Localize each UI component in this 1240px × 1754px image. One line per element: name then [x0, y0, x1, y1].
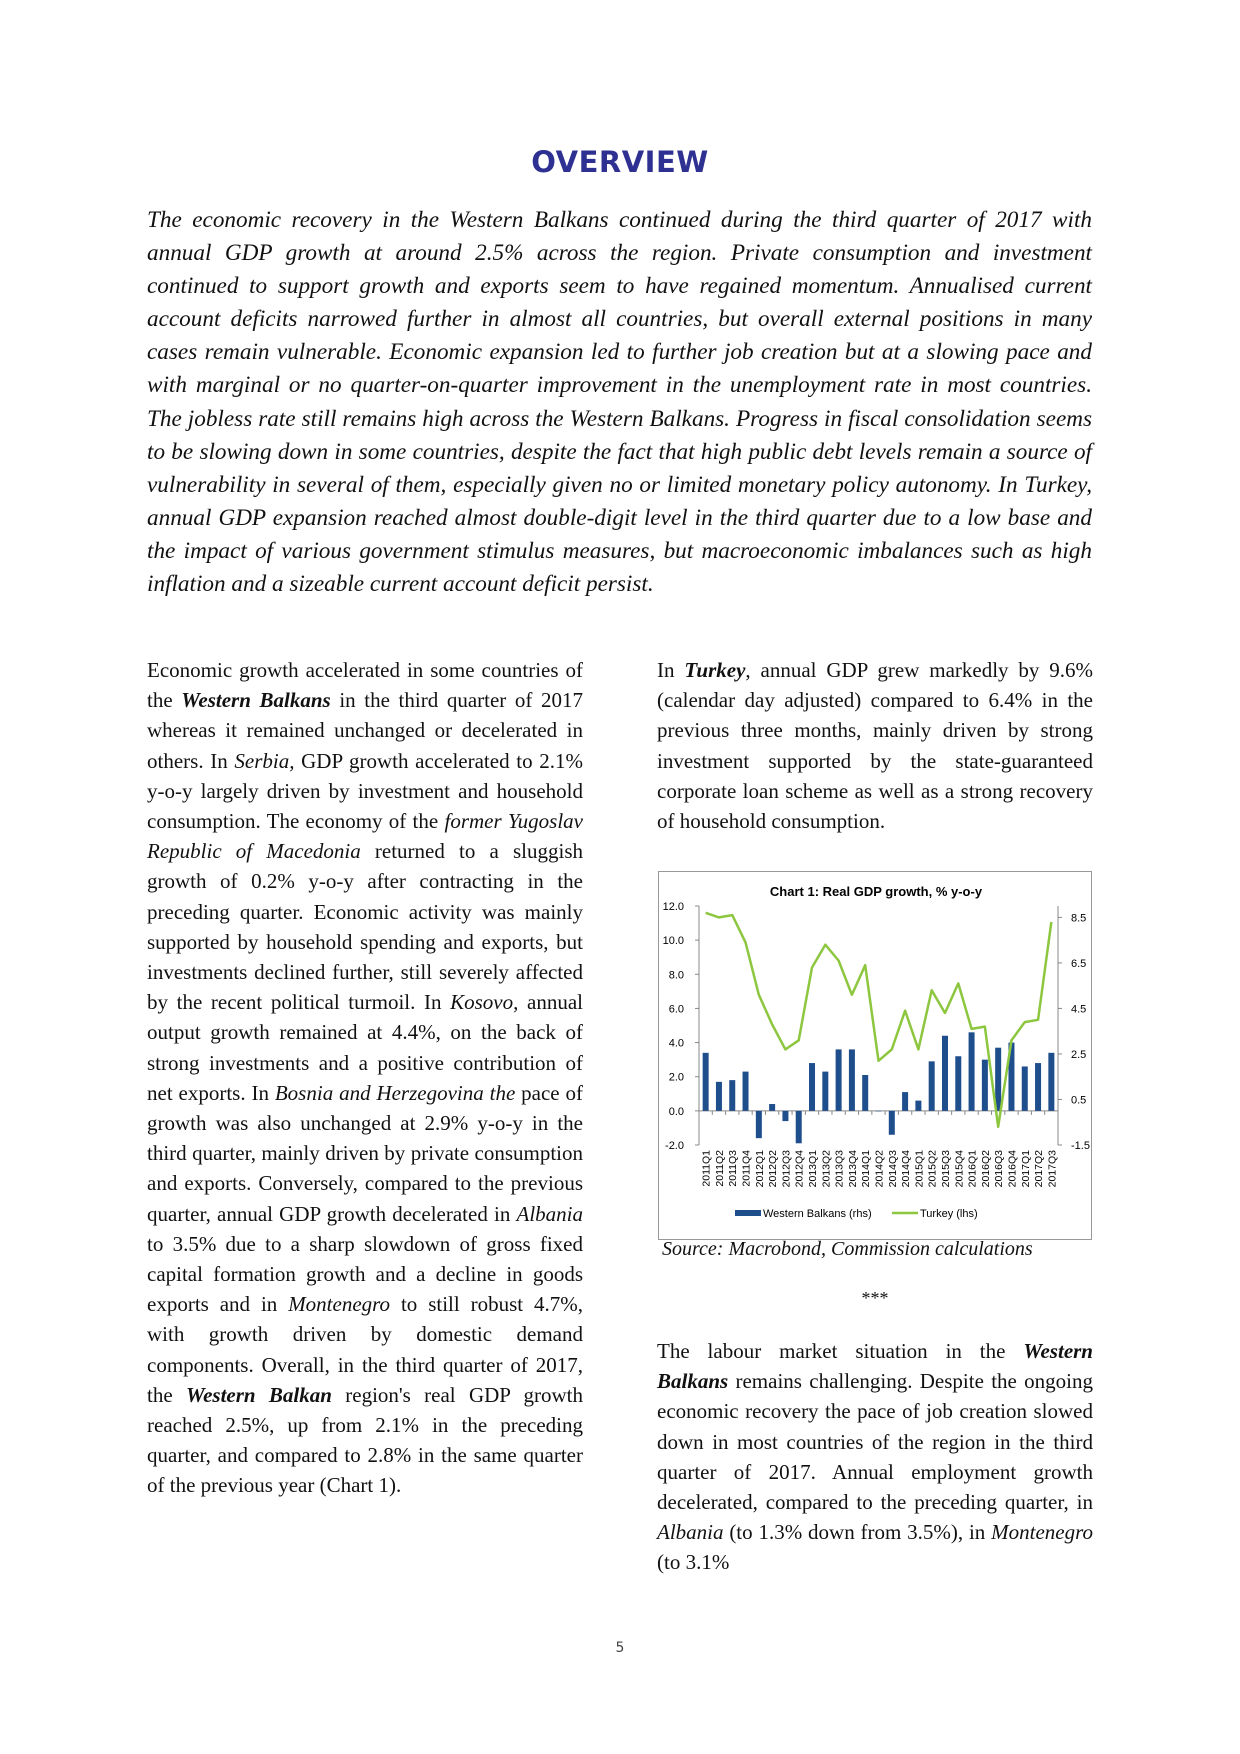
text-run: , annual GDP grew markedly by 9.6% (calendar day adjusted) compared to 6.4% in the previous three months, mainly driven by strong investment supported by the state-guaranteed corporate loan scheme as well as a strong recovery of household consumption. [657, 658, 1094, 834]
bar-western-balkans [1048, 1053, 1054, 1111]
bar-western-balkans [942, 1036, 948, 1111]
bar-western-balkans [782, 1111, 788, 1121]
emphasis-text: Albania [516, 1201, 583, 1226]
emphasis-text: Turkey [684, 658, 746, 682]
bar-western-balkans [756, 1111, 762, 1138]
bar-western-balkans [876, 1111, 882, 1112]
x-tick-label: 2014Q2 [873, 1150, 886, 1188]
emphasis-text: Bosnia and Herzegovina the [274, 1080, 516, 1105]
turkey-paragraph [657, 655, 1093, 836]
chart-title: Chart 1: Real GDP growth, % y-o-y [769, 884, 983, 899]
bar-western-balkans [982, 1060, 988, 1111]
bar-western-balkans [902, 1092, 908, 1111]
emphasis-text: Serbia, [234, 748, 295, 773]
legend-label-western-balkans: Western Balkans (rhs) [763, 1208, 872, 1220]
emphasis-text: Montenegro [288, 1292, 391, 1317]
bar-western-balkans [1022, 1066, 1028, 1110]
x-tick-label: 2012Q3 [780, 1150, 793, 1188]
left-tick-label: 8.0 [668, 969, 684, 982]
x-tick-label: 2017Q2 [1033, 1150, 1046, 1188]
text-run: returned to a sluggish growth of 0.2% y-o-y after contracting in the preceding quarter. Economic activity was mainly supported by household spending and exports, but investments declined further, still severely affected by the recent political turmoil. In [147, 839, 583, 1015]
left-tick-label: 6.0 [668, 1003, 684, 1016]
x-tick-label: 2011Q3 [727, 1150, 740, 1187]
left-tick-label: -2.0 [665, 1140, 684, 1152]
left-tick-label: 2.0 [668, 1071, 684, 1084]
bar-western-balkans [1035, 1063, 1041, 1111]
section-separator: *** [861, 1288, 889, 1308]
chart-svg [659, 872, 1093, 1241]
emphasis-text: former Yugoslav Republic of Macedonia [147, 809, 583, 864]
x-tick-label: 2016Q1 [966, 1150, 979, 1188]
text-run: (to 3.1% [657, 1550, 730, 1575]
text-run: to still robust 4.7%, with growth driven by domestic demand components. Overall, in the third quarter of 2017, the [147, 1292, 583, 1407]
emphasis-text: Western Balkan [185, 1382, 332, 1407]
x-tick-label: 2011Q4 [740, 1150, 753, 1187]
x-tick-label: 2012Q4 [793, 1150, 806, 1188]
bar-western-balkans [915, 1101, 921, 1111]
x-tick-label: 2015Q3 [939, 1150, 952, 1188]
gdp-paragraph [147, 655, 583, 1501]
chart-source: Source: Macrobond, Commission calculations [662, 1238, 1033, 1260]
text-run: In [657, 658, 685, 682]
x-tick-label: 2015Q4 [953, 1150, 966, 1188]
right-tick-label: 2.5 [1071, 1048, 1087, 1061]
x-tick-label: 2014Q1 [860, 1150, 873, 1188]
bar-western-balkans [809, 1063, 815, 1111]
x-tick-label: 2014Q3 [886, 1150, 899, 1188]
x-tick-label: 2011Q1 [700, 1150, 713, 1187]
bar-western-balkans [703, 1053, 709, 1111]
right-tick-label: 8.5 [1071, 912, 1087, 925]
right-tick-label: 4.5 [1071, 1003, 1087, 1016]
bar-western-balkans [862, 1075, 868, 1111]
bar-western-balkans [729, 1080, 735, 1111]
x-tick-label: 2012Q1 [753, 1150, 766, 1188]
text-run: pace of growth was also unchanged at 2.9% y-o-y in the third quarter, mainly driven by private consumption and exports. Conversely, compared to the previous quarter, annual GDP growth decelerated in [147, 1080, 583, 1226]
turkey-paragraph-block [657, 655, 1093, 836]
x-tick-label: 2015Q2 [926, 1150, 939, 1188]
text-run: GDP growth accelerated to 2.1% y-o-y largely driven by investment and household consumption. The economy of the [147, 748, 583, 834]
emphasis-text: Kosovo, [450, 990, 519, 1015]
text-run: region's real GDP growth reached 2.5%, up from 2.1% in the preceding quarter, and compared to 2.8% in the same quarter of the previous year (Chart 1). [147, 1382, 583, 1498]
text-run: annual output growth remained at 4.4%, on the back of strong investments and a positive contribution of net exports. In [147, 990, 583, 1105]
x-tick-label: 2016Q4 [1006, 1150, 1019, 1188]
text-run: Economic growth accelerated in some countries of the [147, 658, 583, 713]
bar-western-balkans [995, 1048, 1001, 1111]
x-tick-label: 2017Q1 [1019, 1150, 1032, 1188]
labour-market-paragraph [657, 1336, 1093, 1578]
left-tick-label: 0.0 [668, 1105, 684, 1118]
bar-western-balkans [716, 1082, 722, 1111]
x-tick-label: 2012Q2 [767, 1150, 780, 1188]
bar-western-balkans [822, 1072, 828, 1111]
chart-real-gdp-growth [658, 871, 1092, 1240]
overview-summary: The economic recovery in the Western Balkans continued during the third quarter of 2017 with annual GDP growth at around 2.5% across the region. Private consumption and investment continued to support growth and exports seem to have regained momentum. Annualised current account deficits narrowed further in almost all countries, but overall external positions in many cases remain vulnerable. Economic expansion led to further job creation but at a slowing pace and with marginal or no quarter-on-quarter improvement in the unemployment rate in most countries. The jobless rate still remains high across the Western Balkans. Progress in fiscal consolidation seems to be slowing down in some countries, despite the fact that high public debt levels remain a source of vulnerability in several of them, especially given no or limited monetary policy autonomy. In Turkey, annual GDP expansion reached almost double-digit level in the third quarter due to a low base and the impact of various government stimulus measures, but macroeconomic imbalances such as high inflation and a sizeable current account deficit persist. [147, 207, 1092, 598]
text-run: to 3.5% due to a sharp slowdown of gross fixed capital formation growth and a decline in goods exports and in [147, 1231, 583, 1317]
right-tick-label: -1.5 [1071, 1140, 1090, 1152]
page-title: OVERVIEW [531, 145, 709, 179]
emphasis-text: Montenegro [991, 1520, 1093, 1545]
x-tick-label: 2017Q3 [1046, 1150, 1059, 1188]
x-tick-label: 2013Q1 [807, 1150, 820, 1188]
bar-western-balkans [743, 1072, 749, 1111]
right-tick-label: 6.5 [1071, 957, 1087, 970]
legend-label-turkey: Turkey (lhs) [920, 1208, 978, 1220]
emphasis-text: Western Balkans [657, 1339, 1093, 1394]
bar-western-balkans [836, 1049, 842, 1110]
labour-paragraph-block [657, 1336, 1093, 1578]
bar-western-balkans [796, 1111, 802, 1143]
text-run: remains challenging. Despite the ongoing economic recovery the pace of job creation slowed down in most countries of the region in the third quarter of 2017. Annual employment growth decelerated, compared to the preceding quarter, in [657, 1369, 1093, 1515]
left-column-text [147, 655, 583, 1501]
x-tick-label: 2013Q4 [846, 1150, 859, 1188]
x-tick-label: 2014Q4 [900, 1150, 913, 1188]
bar-western-balkans [849, 1049, 855, 1110]
emphasis-text: Western Balkans [181, 688, 331, 713]
emphasis-text: Albania [657, 1520, 724, 1545]
x-tick-label: 2013Q3 [833, 1150, 846, 1188]
left-tick-label: 12.0 [662, 901, 684, 913]
left-tick-label: 4.0 [668, 1037, 684, 1050]
x-tick-label: 2016Q3 [993, 1150, 1006, 1188]
legend-swatch-western-balkans [735, 1210, 761, 1216]
bar-western-balkans [889, 1111, 895, 1135]
x-tick-label: 2016Q2 [979, 1150, 992, 1188]
text-run: (to 1.3% down from 3.5%), in [723, 1520, 992, 1545]
bar-western-balkans [929, 1061, 935, 1111]
x-tick-label: 2011Q2 [713, 1150, 726, 1187]
bar-western-balkans [969, 1032, 975, 1111]
page-number: 5 [615, 1640, 625, 1656]
bar-western-balkans [955, 1056, 961, 1111]
left-tick-label: 10.0 [662, 935, 684, 948]
text-run: in the third quarter of 2017 whereas it remained unchanged or decelerated in others. In [147, 688, 584, 773]
right-tick-label: 0.5 [1071, 1094, 1087, 1107]
x-tick-label: 2015Q1 [913, 1150, 926, 1188]
x-tick-label: 2013Q2 [820, 1150, 833, 1188]
text-run: The labour market situation in the [657, 1339, 1024, 1363]
bar-western-balkans [769, 1104, 775, 1111]
